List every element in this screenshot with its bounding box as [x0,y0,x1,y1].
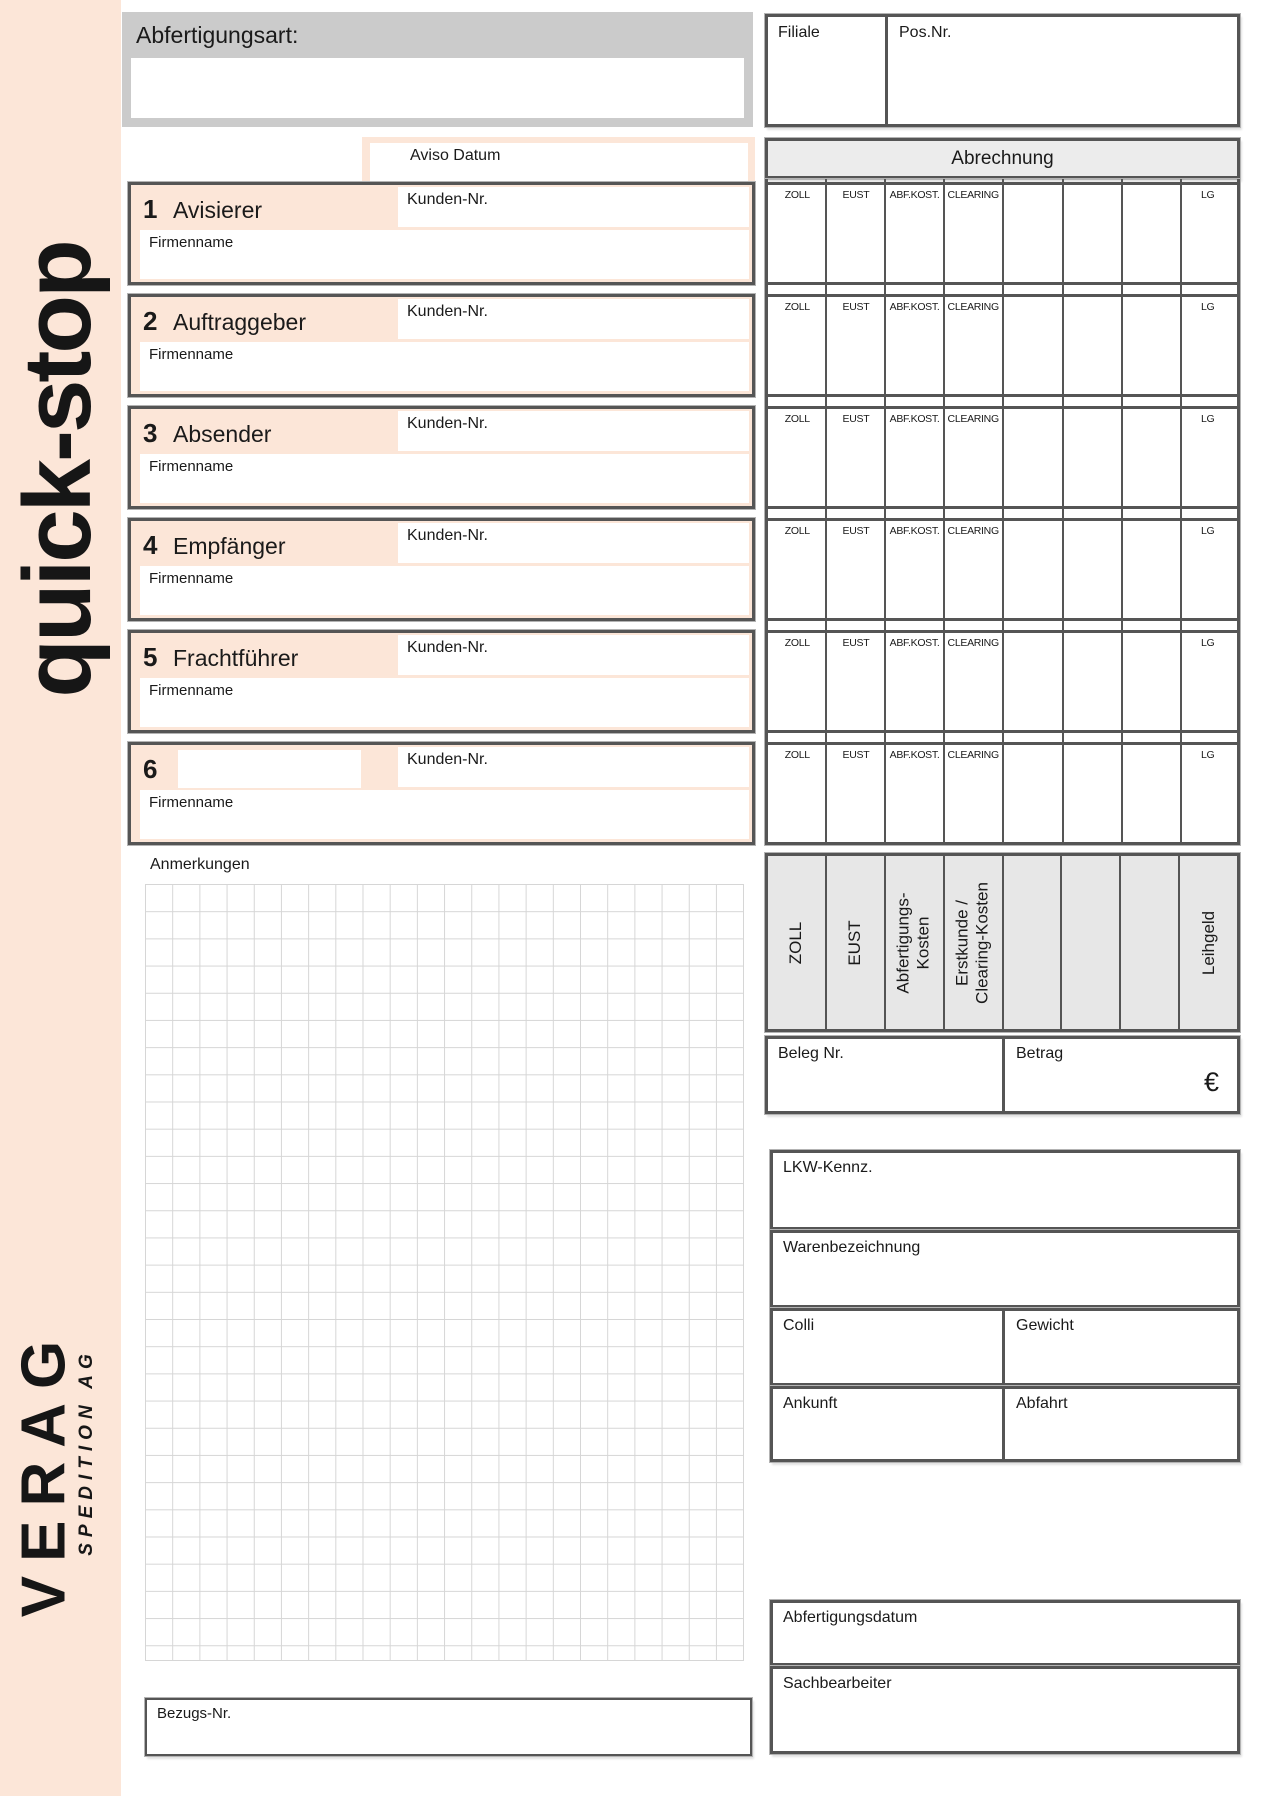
col-header [1061,409,1120,425]
kunden-nr-label: Kunden-Nr. [407,751,488,768]
col-header: ABF.KOST. [889,189,940,201]
rotated-label: Leihgeld [1198,910,1218,975]
col-header: CLEARING [947,749,999,761]
footer-cell-abfertigungskosten [886,856,945,1029]
col-header [1003,185,1062,201]
col-header [1061,185,1120,201]
footer-cell-eust [827,856,886,1029]
col-header [1061,297,1120,313]
rotated-label: Erstkunde / [952,899,972,986]
colli-label: Colli [783,1317,815,1334]
col-header: ZOLL [784,301,810,313]
section-frachtfuehrer [128,630,755,733]
col-header [1061,633,1120,649]
ankunft-label: Ankunft [783,1395,838,1412]
col-header [1120,409,1179,425]
firmenname-input[interactable] [140,678,749,727]
beleg-betrag-box [765,1036,1240,1114]
col-header: EUST [842,637,870,649]
col-header [1120,297,1179,313]
abfertigungsdatum-label: Abfertigungsdatum [783,1609,918,1626]
col-header [1061,521,1120,537]
gewicht-input[interactable] [1005,1339,1237,1383]
betrag-label: Betrag [1016,1045,1064,1062]
col-header [1003,297,1062,313]
section-label: Absender [173,421,272,447]
beleg-nr-label: Beleg Nr. [778,1045,844,1062]
kunden-nr-label: Kunden-Nr. [407,415,488,432]
kunden-nr-input[interactable] [398,747,749,787]
section-number: 3 [143,418,158,448]
verag-logo-subtext: SPEDITION AG [76,1348,97,1556]
kunden-nr-label: Kunden-Nr. [407,639,488,656]
aviso-datum-input[interactable] [370,143,748,182]
col-header: ABF.KOST. [889,749,940,761]
kunden-nr-label: Kunden-Nr. [407,303,488,320]
abrechnung-row[interactable] [768,630,1237,733]
abfertigungsart-input[interactable] [131,58,744,118]
posnr-input[interactable] [888,47,1233,122]
abrechnung-footer-labels [765,853,1240,1032]
col-header: CLEARING [947,413,999,425]
section-number: 4 [143,530,158,560]
warenbezeichnung-label: Warenbezeichnung [783,1239,921,1256]
col-header: ZOLL [784,413,810,425]
col-header: EUST [842,301,870,313]
col-header [1120,185,1179,201]
col-header: EUST [842,525,870,537]
col-header [1061,745,1120,761]
filiale-input[interactable] [768,47,885,122]
rotated-label: ZOLL [786,921,806,964]
col-header: ZOLL [784,189,810,201]
abrechnung-table [765,179,1240,845]
firmenname-input[interactable] [140,342,749,391]
anmerkungen-grid[interactable] [145,884,744,1661]
firmenname-label: Firmenname [149,794,234,811]
section-six [128,742,755,845]
section-label: Empfänger [173,533,286,559]
abrechnung-row[interactable] [768,406,1237,509]
col-header [1003,745,1062,761]
kunden-nr-label: Kunden-Nr. [407,527,488,544]
posnr-label: Pos.Nr. [899,24,952,41]
col-header: EUST [842,413,870,425]
kunden-nr-input[interactable] [398,187,749,227]
brand-vertical-title: quick-stop [4,242,111,698]
col-header: ABF.KOST. [889,301,940,313]
col-header: ABF.KOST. [889,525,940,537]
kunden-nr-label: Kunden-Nr. [407,191,488,208]
firmenname-label: Firmenname [149,234,234,251]
col-header: LG [1200,749,1215,761]
gewicht-label: Gewicht [1016,1317,1074,1334]
col-header: CLEARING [947,301,999,313]
colli-gewicht-box [770,1308,1240,1386]
firmenname-label: Firmenname [149,682,234,699]
lkw-kennz-label: LKW-Kennz. [783,1159,873,1176]
footer-cell-empty [1121,856,1180,1029]
col-header: ZOLL [784,637,810,649]
rotated-label: Clearing-Kosten [973,881,993,1004]
abrechnung-title: Abrechnung [951,148,1054,169]
kunden-nr-input[interactable] [398,411,749,451]
abrechnung-row[interactable] [768,182,1237,285]
col-header: ABF.KOST. [889,413,940,425]
firmenname-input[interactable] [140,454,749,503]
col-header: LG [1200,301,1215,313]
firmenname-input[interactable] [140,566,749,615]
col-header: ZOLL [784,749,810,761]
ankunft-abfahrt-box [770,1386,1240,1462]
col-header: LG [1200,525,1215,537]
rotated-label: Abfertigungs- [893,891,913,994]
col-header [1120,745,1179,761]
filiale-posnr-box [765,14,1240,127]
section-number: 1 [143,194,158,224]
abrechnung-row[interactable] [768,518,1237,621]
col-header: LG [1200,637,1215,649]
section-avisierer [128,182,755,285]
warenbezeichnung-box[interactable] [770,1230,1240,1308]
kunden-nr-input[interactable] [398,523,749,563]
footer-cell-zoll [768,856,827,1029]
bezugs-nr-box[interactable] [145,1698,752,1756]
beleg-nr-input[interactable] [768,1067,1002,1111]
firmenname-label: Firmenname [149,346,234,363]
abrechnung-header [765,138,1240,179]
abrechnung-row[interactable] [768,294,1237,397]
col-header: LG [1200,413,1215,425]
filiale-label: Filiale [778,24,820,41]
abfertigungsart-box [122,12,753,127]
col-header [1120,633,1179,649]
bezugs-nr-label: Bezugs-Nr. [157,1705,232,1722]
section-label: Frachtführer [173,645,299,671]
abfertigungsdatum-box[interactable] [770,1600,1240,1666]
footer-cell-empty [1004,856,1063,1029]
firmenname-label: Firmenname [149,570,234,587]
section-empfaenger [128,518,755,621]
section-auftraggeber [128,294,755,397]
sachbearbeiter-label: Sachbearbeiter [783,1675,892,1692]
col-header [1003,633,1062,649]
col-header [1003,521,1062,537]
col-header: EUST [842,749,870,761]
sachbearbeiter-box[interactable] [770,1666,1240,1754]
firmenname-input[interactable] [140,230,749,279]
abfertigungsart-label: Abfertigungsart: [136,22,299,48]
firmenname-input[interactable] [140,790,749,839]
footer-cell-empty [1062,856,1121,1029]
section-label: Auftraggeber [173,309,306,335]
rotated-label: Kosten [914,916,934,969]
aviso-datum-label: Aviso Datum [410,147,501,164]
section-number: 5 [143,642,158,672]
col-header: ZOLL [784,525,810,537]
col-header: ABF.KOST. [889,637,940,649]
col-header [1120,521,1179,537]
section-number: 2 [143,306,158,336]
col-header: CLEARING [947,525,999,537]
col-header [1003,409,1062,425]
firmenname-label: Firmenname [149,458,234,475]
aviso-datum-frame [362,137,755,182]
section-absender [128,406,755,509]
section-number: 6 [143,754,158,784]
col-header: LG [1200,189,1215,201]
verag-logo: VERAG [9,1326,79,1618]
anmerkungen-label: Anmerkungen [150,856,250,873]
section-six-name-input[interactable] [178,750,361,788]
section-label: Avisierer [173,197,263,223]
euro-sign: € [1203,1067,1219,1097]
col-header: EUST [842,189,870,201]
kunden-nr-input[interactable] [398,299,749,339]
lkw-kennz-box[interactable] [770,1150,1240,1230]
rotated-label: EUST [845,919,865,966]
abfahrt-label: Abfahrt [1016,1395,1068,1412]
abfahrt-input[interactable] [1005,1417,1237,1459]
ankunft-input[interactable] [773,1417,1002,1459]
col-header: CLEARING [947,637,999,649]
abrechnung-row[interactable] [768,742,1237,845]
colli-input[interactable] [773,1339,1002,1383]
footer-cell-leihgeld [1180,856,1237,1029]
footer-cell-clearingkosten [945,856,1004,1029]
col-header: CLEARING [947,189,999,201]
betrag-input[interactable] [1005,1067,1205,1111]
kunden-nr-input[interactable] [398,635,749,675]
